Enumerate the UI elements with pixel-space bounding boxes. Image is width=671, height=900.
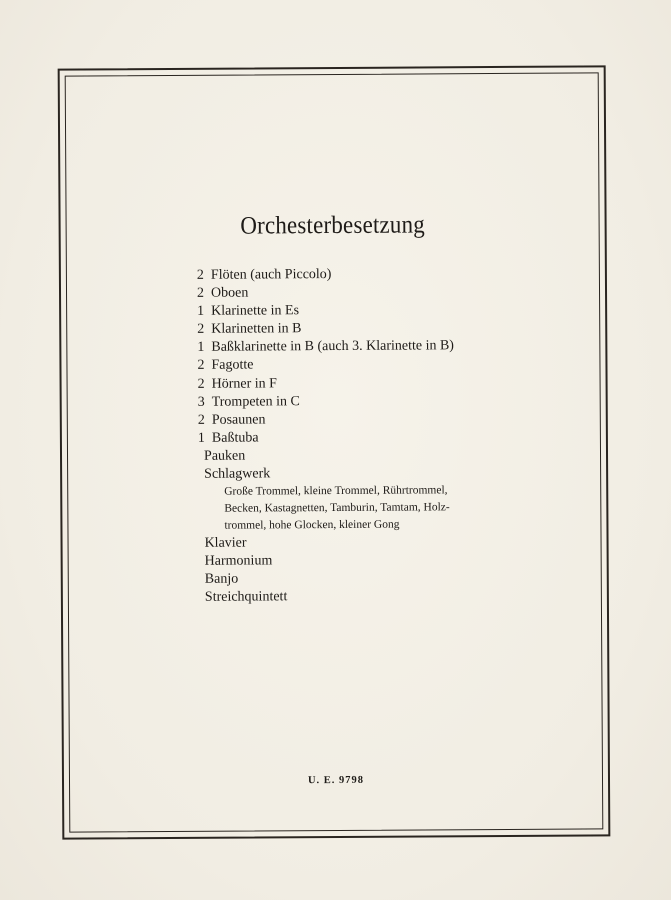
instrument-name: Flöten (auch Piccolo): [210, 267, 332, 283]
instrument-row: [197, 320, 454, 340]
instrument-count: 1: [197, 303, 205, 320]
instrument-count: 2: [197, 358, 205, 374]
instrument-count: 2: [196, 285, 205, 301]
other-instrument-row: Banjo: [204, 571, 239, 588]
instrument-row: [197, 265, 454, 285]
schlagwerk-detail-line: Große Trommel, kleine Trommel, Rührtrommel,: [224, 484, 448, 498]
pauken-row: Pauken: [203, 448, 246, 464]
instrument-row: [197, 301, 454, 321]
other-instrument-row: Klavier: [204, 535, 247, 551]
instrument-row: [198, 374, 455, 394]
instrument-name: Klarinette in Es: [211, 303, 300, 319]
instrumentation-list: [197, 265, 456, 607]
publisher-number: U. E. 9798: [307, 774, 365, 787]
instrument-name: Oboen: [210, 285, 249, 301]
instrument-count: 1: [197, 340, 205, 356]
instrument-count: 2: [197, 322, 205, 338]
other-instrument-row: Streichquintett: [204, 589, 288, 606]
page-title: Orchesterbesetzung: [240, 211, 426, 240]
schlagwerk-detail-line: Becken, Kastagnetten, Tamburin, Tamtam, Holz-: [224, 501, 450, 515]
instrument-count: 2: [196, 267, 204, 283]
instrument-count: 3: [197, 394, 205, 410]
schlagwerk-row: Schlagwerk: [204, 466, 271, 482]
instrument-name: Baßtuba: [211, 430, 259, 446]
double-border-frame: [58, 65, 611, 839]
other-instrument-row: Harmonium: [204, 553, 273, 570]
instrument-row: [197, 338, 454, 358]
instrument-name: Baßklarinette in B (auch 3. Klarinette in B): [211, 338, 454, 356]
instrument-row: [198, 428, 455, 448]
instrument-row: [198, 410, 455, 430]
instrument-name: Klarinetten in B: [211, 321, 302, 338]
instrument-name: Fagotte: [211, 357, 254, 374]
instrument-name: Hörner in F: [211, 375, 277, 392]
instrument-count: 2: [197, 376, 205, 392]
instrument-name: Posaunen: [211, 412, 266, 428]
instrument-row: [197, 356, 454, 376]
instrument-row: [197, 283, 454, 303]
instrument-count: 2: [197, 412, 205, 428]
instrument-name: Trompeten in C: [211, 393, 300, 410]
schlagwerk-detail-line: trommel, hohe Glocken, kleiner Gong: [224, 518, 400, 532]
instrument-count: 1: [197, 430, 205, 446]
instrument-row: [198, 392, 455, 412]
